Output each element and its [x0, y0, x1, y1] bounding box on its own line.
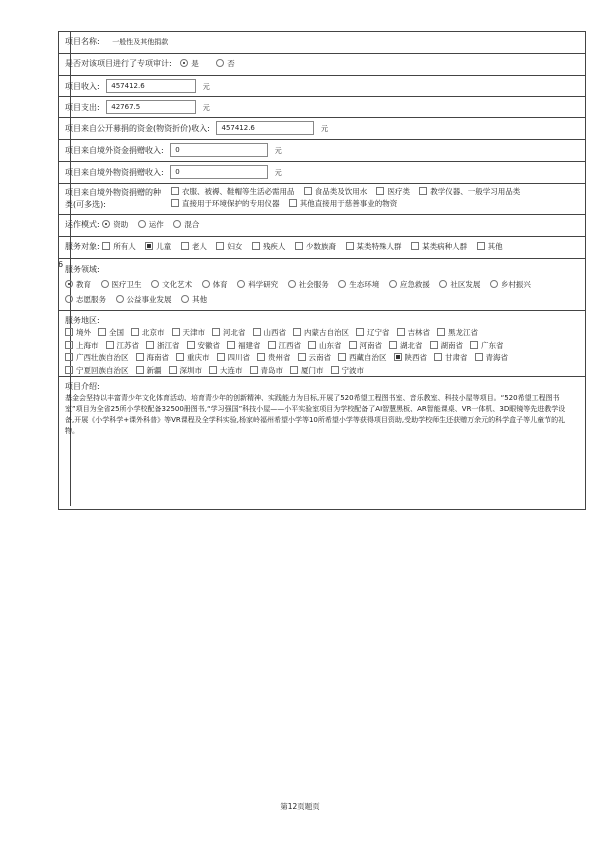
- region-option[interactable]: [146, 340, 180, 353]
- region-checkbox[interactable]: [308, 341, 316, 349]
- region-option[interactable]: [65, 327, 91, 340]
- goods-type-option[interactable]: 直接用于环境保护的专用仪器: [171, 198, 280, 210]
- intro-text: 基金会坚持以丰富青少年文化体育活动、培育青少年的创新精神、实践能力为目标,开展了520希望工程图书室、音乐教室、科技小屋等项目。“520希望工程图书室”项目为全省25所小学校配备32500册图书,“学习强国”科技小屋——小平实验室项目为学校配备了AI智慧黑板、AR智能课桌、VR一体机、3D眼镜等先进教学设备,开展《小学科学+课外科普》等VR课程及全学科实验,杨家岭福州希望小学等10所希望小学等获得项目资助,受助学校师生还获赠万余元的科学盒子等儿童节的礼物。: [65, 394, 566, 435]
- region-option[interactable]: [475, 352, 509, 365]
- overseas-goods-row: [59, 162, 585, 184]
- goods-type-option[interactable]: 教学仪器、一般学习用品类: [419, 186, 520, 198]
- region-option[interactable]: [106, 340, 140, 353]
- region-option[interactable]: [349, 340, 383, 353]
- region-option[interactable]: [217, 352, 251, 365]
- region-label: 青海省: [485, 353, 508, 362]
- region-label: 山东省: [319, 340, 342, 350]
- region-label: 贵州省: [268, 353, 291, 362]
- region-label: 内蒙古自治区: [304, 328, 349, 337]
- project-name-row: [59, 32, 585, 54]
- region-option[interactable]: [65, 352, 129, 365]
- region-checkbox[interactable]: [394, 353, 402, 361]
- field-option[interactable]: 文化艺术: [151, 277, 192, 292]
- region-checkbox[interactable]: [169, 366, 177, 374]
- income-field[interactable]: 457412.6: [106, 79, 196, 93]
- public-fund-row: [59, 118, 585, 140]
- public-fund-field[interactable]: 457412.6: [216, 121, 314, 135]
- region-label: 全国: [109, 328, 124, 337]
- field-option[interactable]: 社区发展: [439, 277, 480, 292]
- region-option[interactable]: [169, 365, 203, 378]
- field-option[interactable]: 应急救援: [389, 277, 430, 292]
- target-option[interactable]: 少数族裔: [295, 240, 336, 253]
- region-option[interactable]: [394, 352, 428, 365]
- region-checkbox[interactable]: [290, 366, 298, 374]
- region-option[interactable]: [65, 365, 129, 378]
- region-label: 天津市: [182, 328, 205, 337]
- region-option[interactable]: [437, 327, 478, 340]
- region-label: 甘肃省: [445, 353, 468, 362]
- region-checkbox[interactable]: [298, 353, 306, 361]
- region-label: 黑龙江省: [448, 328, 478, 337]
- targets-label: 服务对象:: [65, 242, 100, 251]
- region-checkbox[interactable]: [136, 366, 144, 374]
- audit-no-option[interactable]: 否: [216, 57, 235, 70]
- target-option[interactable]: 某类特殊人群: [346, 240, 402, 253]
- regions-options: [65, 327, 579, 377]
- expense-label: 项目支出:: [65, 102, 100, 112]
- income-unit: 元: [202, 82, 210, 91]
- project-form: [58, 31, 586, 510]
- region-label: 吉林省: [407, 328, 430, 337]
- region-checkbox[interactable]: [65, 353, 73, 361]
- region-checkbox[interactable]: [475, 353, 483, 361]
- region-label: 广西壮族自治区: [76, 353, 129, 362]
- region-label: 青岛市: [260, 365, 283, 375]
- region-option[interactable]: [65, 340, 99, 353]
- region-checkbox[interactable]: [106, 341, 114, 349]
- overseas-fund-row: [59, 140, 585, 162]
- field-option[interactable]: 公益事业发展: [116, 292, 172, 307]
- region-label: 河北省: [223, 328, 246, 337]
- region-label: 河南省: [359, 340, 382, 350]
- page-footer: 第12页题页: [280, 802, 320, 811]
- region-label: 深圳市: [179, 365, 202, 375]
- region-label: 新疆: [146, 365, 162, 375]
- region-label: 安徽省: [197, 340, 220, 350]
- region-option[interactable]: [290, 365, 324, 378]
- region-checkbox[interactable]: [176, 353, 184, 361]
- region-option[interactable]: [430, 340, 464, 353]
- region-checkbox[interactable]: [217, 353, 225, 361]
- overseas-fund-unit: 元: [274, 146, 282, 155]
- region-label: 湖南省: [440, 340, 463, 350]
- region-checkbox[interactable]: [293, 328, 301, 336]
- project-name-value: 一般性及其他捐款: [112, 38, 169, 46]
- target-option[interactable]: 其他: [477, 240, 503, 253]
- region-checkbox[interactable]: [212, 328, 220, 336]
- field-option[interactable]: 教育: [65, 277, 91, 292]
- region-label: 江苏省: [116, 340, 139, 350]
- field-option[interactable]: 志愿服务: [65, 292, 106, 307]
- region-checkbox[interactable]: [338, 353, 346, 361]
- region-option[interactable]: [136, 365, 162, 378]
- mode-label: 运作模式:: [65, 220, 100, 229]
- region-label: 北京市: [142, 328, 165, 337]
- region-option[interactable]: [250, 365, 284, 378]
- field-option[interactable]: 社会服务: [288, 277, 329, 292]
- goods-types-label: 项目来自境外物资捐赠的种 类(可多选):: [65, 188, 161, 209]
- target-option[interactable]: 所有人: [102, 240, 136, 253]
- region-option[interactable]: [389, 340, 423, 353]
- goods-type-option[interactable]: 食品类及饮用水: [304, 186, 368, 198]
- field-option[interactable]: 其他: [181, 292, 207, 307]
- region-option[interactable]: [257, 352, 291, 365]
- region-label: 宁夏回族自治区: [76, 365, 129, 375]
- region-checkbox[interactable]: [131, 328, 139, 336]
- region-checkbox[interactable]: [250, 366, 258, 374]
- target-option[interactable]: 残疾人: [252, 240, 286, 253]
- region-label: 大连市: [220, 365, 243, 375]
- income-row: [59, 76, 585, 97]
- region-option[interactable]: [331, 365, 365, 378]
- region-label: 湖北省: [400, 340, 423, 350]
- region-option[interactable]: [268, 340, 302, 353]
- region-label: 重庆市: [187, 353, 210, 362]
- region-checkbox[interactable]: [227, 341, 235, 349]
- region-label: 辽宁省: [367, 328, 390, 337]
- field-option[interactable]: 医疗卫生: [101, 277, 142, 292]
- field-option[interactable]: 生态环境: [338, 277, 379, 292]
- region-option[interactable]: [227, 340, 261, 353]
- region-checkbox[interactable]: [65, 328, 73, 336]
- region-label: 广东省: [481, 340, 504, 350]
- region-checkbox[interactable]: [136, 353, 144, 361]
- radio-no[interactable]: [216, 59, 224, 67]
- region-checkbox[interactable]: [172, 328, 180, 336]
- region-label: 福建省: [238, 340, 261, 350]
- regions-label: 服务地区:: [65, 316, 100, 325]
- region-label: 海南省: [146, 353, 169, 362]
- intro-label: 项目介绍:: [65, 382, 100, 391]
- field-option[interactable]: 科学研究: [237, 277, 278, 292]
- region-checkbox[interactable]: [146, 341, 154, 349]
- region-checkbox[interactable]: [430, 341, 438, 349]
- goods-types-row: [59, 184, 585, 215]
- field-option[interactable]: 体育: [202, 277, 228, 292]
- region-checkbox[interactable]: [257, 353, 265, 361]
- project-name-label: 项目名称:: [65, 37, 100, 46]
- region-option[interactable]: [136, 352, 170, 365]
- region-option[interactable]: [98, 327, 124, 340]
- income-label: 项目收入:: [65, 81, 100, 91]
- region-label: 四川省: [227, 353, 250, 362]
- region-option[interactable]: [470, 340, 504, 353]
- region-label: 江西省: [278, 340, 301, 350]
- target-option[interactable]: 某类病种人群: [411, 240, 467, 253]
- goods-type-option[interactable]: 医疗类: [376, 186, 410, 198]
- region-option[interactable]: [253, 327, 287, 340]
- region-option[interactable]: [187, 340, 221, 353]
- mode-option-mixed[interactable]: 混合: [173, 218, 199, 231]
- mode-option-fund[interactable]: 资助: [102, 218, 128, 231]
- region-label: 厦门市: [301, 365, 324, 375]
- region-checkbox[interactable]: [397, 328, 405, 336]
- region-checkbox[interactable]: [98, 328, 106, 336]
- radio-yes[interactable]: [180, 59, 188, 67]
- region-label: 陕西省: [404, 353, 427, 362]
- region-checkbox[interactable]: [187, 341, 195, 349]
- region-option[interactable]: [338, 352, 387, 365]
- intro-row: [59, 377, 585, 509]
- fields-label: 服务领域:: [65, 265, 100, 274]
- region-option[interactable]: [131, 327, 165, 340]
- region-option[interactable]: [356, 327, 390, 340]
- region-option[interactable]: [209, 365, 243, 378]
- region-checkbox[interactable]: [253, 328, 261, 336]
- mode-row: [59, 215, 585, 237]
- region-option[interactable]: [212, 327, 246, 340]
- region-checkbox[interactable]: [434, 353, 442, 361]
- region-checkbox[interactable]: [356, 328, 364, 336]
- public-fund-unit: 元: [321, 124, 329, 133]
- fields-row: [59, 259, 585, 311]
- region-option[interactable]: [176, 352, 210, 365]
- field-option[interactable]: 乡村振兴: [490, 277, 531, 292]
- region-label: 浙江省: [157, 340, 180, 350]
- expense-field[interactable]: 42767.5: [106, 100, 196, 114]
- audit-yes-option[interactable]: 是: [180, 57, 199, 70]
- region-checkbox[interactable]: [65, 341, 73, 349]
- overseas-fund-field[interactable]: 0: [170, 143, 268, 157]
- mode-option-operate[interactable]: 运作: [138, 218, 164, 231]
- overseas-goods-unit: 元: [274, 168, 282, 177]
- region-option[interactable]: [397, 327, 431, 340]
- overseas-goods-label: 项目来自境外物资捐赠收入:: [65, 167, 164, 177]
- region-checkbox[interactable]: [389, 341, 397, 349]
- region-label: 西藏自治区: [349, 353, 387, 362]
- overseas-goods-field[interactable]: 0: [170, 165, 268, 179]
- region-checkbox[interactable]: [268, 341, 276, 349]
- overseas-fund-label: 项目来自境外资金捐赠收入:: [65, 145, 164, 155]
- region-checkbox[interactable]: [470, 341, 478, 349]
- region-checkbox[interactable]: [209, 366, 217, 374]
- region-label: 境外: [76, 328, 91, 337]
- fields-options: [65, 277, 579, 307]
- region-checkbox[interactable]: [349, 341, 357, 349]
- row-number: 6: [58, 260, 64, 269]
- regions-row: [59, 311, 585, 377]
- targets-row: [59, 237, 585, 259]
- region-option[interactable]: [293, 327, 349, 340]
- region-label: 云南省: [308, 353, 331, 362]
- target-option[interactable]: 老人: [181, 240, 207, 253]
- region-checkbox[interactable]: [65, 366, 73, 374]
- region-checkbox[interactable]: [437, 328, 445, 336]
- region-option[interactable]: [298, 352, 332, 365]
- goods-type-option[interactable]: 其他直接用于慈善事业的物资: [289, 198, 398, 210]
- region-checkbox[interactable]: [331, 366, 339, 374]
- target-option[interactable]: 妇女: [216, 240, 242, 253]
- region-label: 上海市: [76, 340, 99, 350]
- region-option[interactable]: [308, 340, 342, 353]
- region-label: 宁波市: [341, 365, 364, 375]
- goods-type-option[interactable]: 衣服、被褥、鞋帽等生活必需用品: [171, 186, 295, 198]
- expense-row: [59, 97, 585, 118]
- expense-unit: 元: [202, 103, 210, 112]
- region-option[interactable]: [434, 352, 468, 365]
- region-option[interactable]: [172, 327, 206, 340]
- special-audit-row: [59, 54, 585, 76]
- goods-types-options: [171, 186, 579, 210]
- region-label: 山西省: [263, 328, 286, 337]
- target-option[interactable]: 儿童: [145, 240, 171, 253]
- special-audit-label: 是否对该项目进行了专项审计:: [65, 59, 172, 68]
- public-fund-label: 项目来自公开募捐的资金(物资折价)收入:: [65, 123, 210, 133]
